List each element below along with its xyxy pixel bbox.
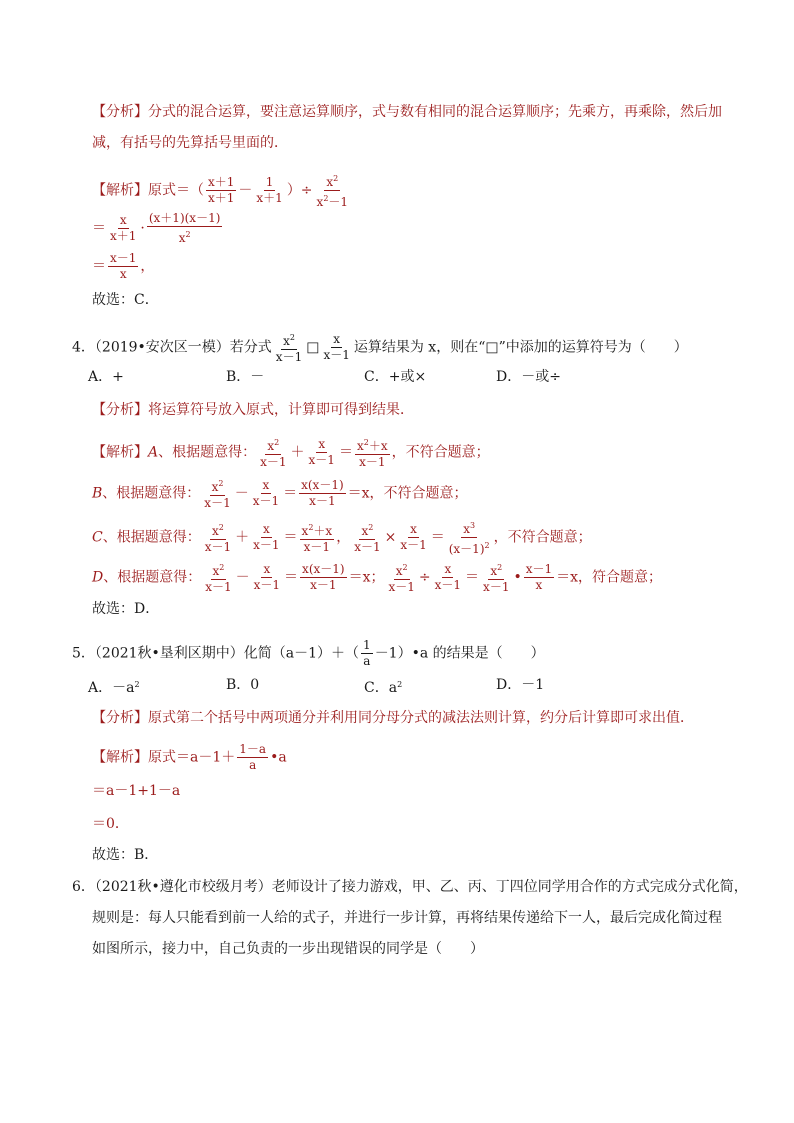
math-line: C、根据题意得： $\frac{x^2}{x-1}$ ＋ $\frac{x}{x-1}$ ＝ $\frac{x^2+x}{x-1}$ ， $\frac{x^2}{x-1}$ × $\frac{x}{x-1}$ ＝ $\frac{x^3}{(x-1)^2}$ ，不符合题意； (92, 521, 592, 556)
answer-line: 故选：C． (92, 292, 159, 308)
analysis-line-cont: 减，有括号的先算括号里面的． (92, 135, 288, 151)
answer-line: 故选：B． (92, 847, 159, 863)
option-d[interactable]: D．－1 (496, 677, 545, 693)
math-line: 【解析】原式＝a－1＋ $\frac{1-a}{a}$ •a (92, 742, 287, 772)
math-line: D、根据题意得： $\frac{x^2}{x-1}$ － $\frac{x}{x-1}$ ＝ $\frac{x(x-1)}{x-1}$ ＝x； $\frac{x^2}{x-1}$ ÷ $\frac{x}{x-1}$ ＝ $\frac{x^2}{x-1}$ • $\frac{x-1}{x}$ ＝x，符合题意； (92, 562, 663, 594)
question-line: 6．（2021秋•遵化市校级月考）老师设计了接力游戏，甲、乙、丙、丁四位同学用合作的方式完成分式化简， (72, 879, 748, 895)
option-b[interactable]: B．－ (226, 369, 265, 385)
option-d[interactable]: D．－或÷ (496, 369, 561, 385)
analysis-line: 【分析】将运算符号放入原式，计算即可得到结果． (92, 402, 414, 418)
math-line: 【解析】原式＝（ $\frac{x+1}{x+1}$ － $\frac{1}{x+1}$ ）÷ $\frac{x^2}{x^2-1}$ (92, 174, 349, 209)
option-a[interactable]: A．+ (88, 369, 124, 385)
question-line-cont: 如图所示，接力中，自己负责的一步出现错误的同学是（ ） (92, 941, 484, 957)
question-line: 5．（2021秋•垦利区期中）化简（a－1）＋（ $\frac{1}{a}$ －1）•a 的结果是（ ） (72, 638, 545, 668)
option-c[interactable]: C．+或× (364, 369, 427, 385)
math-line: ＝ $\frac{x}{x+1}$ · $\frac{(x+1)(x-1)}{x^2}$ (92, 211, 221, 245)
math-line: 【解析】A、根据题意得： $\frac{x^2}{x-1}$ ＋ $\frac{x}{x-1}$ ＝ $\frac{x^2+x}{x-1}$ ，不符合题意； (92, 437, 490, 469)
math-line: ＝ $\frac{x-1}{x}$ ， (92, 251, 155, 281)
math-line: B、根据题意得： $\frac{x^2}{x-1}$ － $\frac{x}{x-1}$ ＝ $\frac{x(x-1)}{x-1}$ ＝x，不符合题意； (92, 478, 468, 510)
option-c[interactable]: C．$a^2$ (364, 680, 403, 696)
analysis-line: 【分析】原式第二个括号中两项通分并利用同分母分式的减法法则计算，约分后计算即可求出值． (92, 710, 694, 726)
question-line-cont: 规则是：每人只能看到前一人给的式子，并进行一步计算，再将结果传递给下一人，最后完成化简过程 (92, 910, 722, 926)
question-line: 4．（2019•安次区一模）若分式 $\frac{x^2}{x-1}$ □ $\frac{x}{x-1}$ 运算结果为 x，则在“□”中添加的运算符号为（ ） (72, 332, 688, 364)
option-a[interactable]: A．$-a^2$ (88, 680, 140, 696)
analysis-line: 【分析】分式的混合运算，要注意运算顺序，式与数有相同的混合运算顺序；先乘方，再乘除，然后加 (92, 104, 722, 120)
math-line: ＝0． (92, 816, 129, 832)
answer-line: 故选：D． (92, 601, 160, 617)
option-b[interactable]: B．0 (226, 677, 260, 693)
math-line: ＝a－1+1－a (92, 783, 181, 799)
